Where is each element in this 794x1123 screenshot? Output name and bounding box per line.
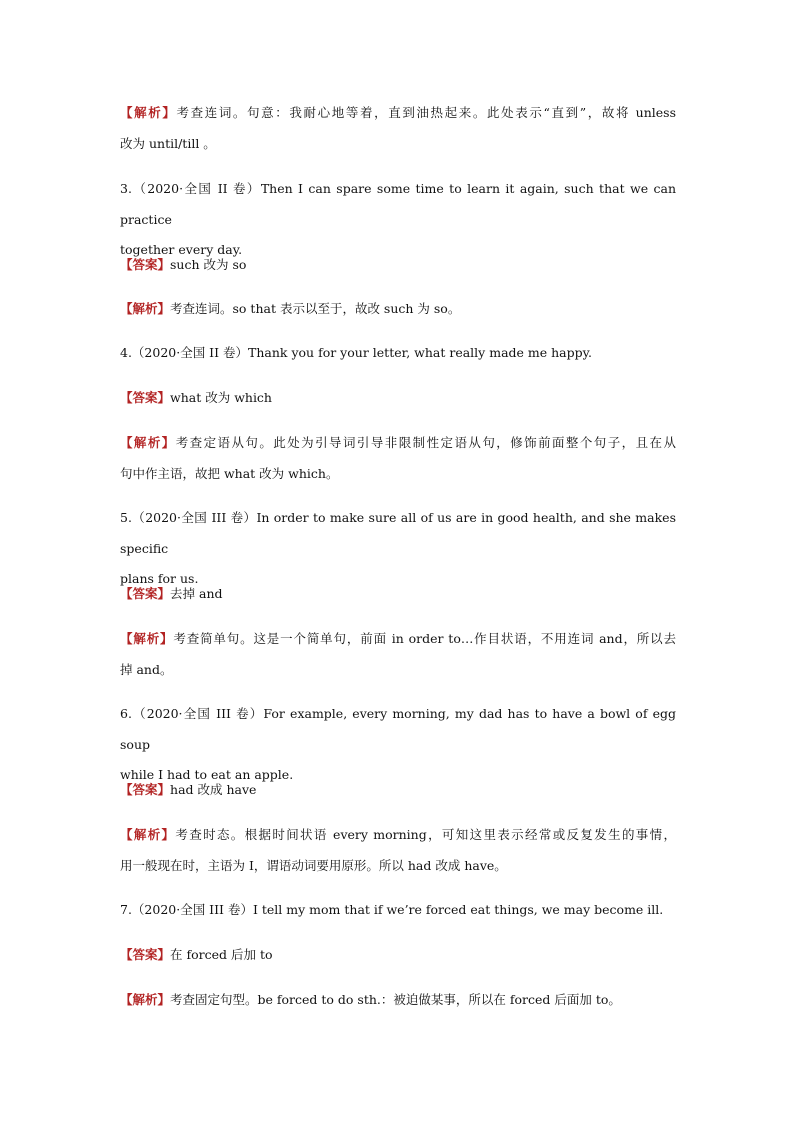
analysis-label: 【解析】 xyxy=(120,435,176,450)
answer-text: what 改为 which xyxy=(170,390,272,405)
answer-6 xyxy=(120,775,676,806)
analysis-label: 【解析】 xyxy=(120,631,174,646)
question-text: together every day. xyxy=(120,242,243,257)
question-7 xyxy=(120,895,676,926)
question-text: plans for us. xyxy=(120,571,199,586)
analysis-paragraph xyxy=(120,98,676,159)
analysis-7 xyxy=(120,985,676,1016)
answer-label: 【答案】 xyxy=(120,947,171,962)
analysis-text: 考查定语从句。此处为引导词引导非限制性定语从句，修饰前面整个句子，且在从 xyxy=(175,435,676,450)
question-text: 3.（2020·全国 II 卷）Then I can spare some time to learn it again, such that we can practice xyxy=(120,181,676,227)
analysis-label: 【解析】 xyxy=(120,992,171,1007)
answer-7 xyxy=(120,940,676,971)
question-text: while I had to eat an apple. xyxy=(120,767,294,782)
answer-label: 【答案】 xyxy=(120,257,171,272)
question-text: 5.（2020·全国 III 卷）In order to make sure all of us are in good health, and she makes specific xyxy=(120,510,676,556)
analysis-text: 用一般现在时，主语为 I，谓语动词要用原形。所以 had 改成 have。 xyxy=(120,857,507,873)
answer-label: 【答案】 xyxy=(120,390,171,405)
analysis-text: 掉 and。 xyxy=(120,661,173,677)
analysis-label: 【解析】 xyxy=(120,827,176,842)
answer-text: had 改成 have xyxy=(170,782,257,797)
analysis-text: 考查简单句。这是一个简单句，前面 in order to…作目状语，不用连词 and，所以去 xyxy=(173,631,676,646)
question-4 xyxy=(120,338,676,369)
analysis-6 xyxy=(120,820,676,881)
answer-4 xyxy=(120,383,676,414)
analysis-text: 考查连词。so that 表示以至于，故改 such 为 so。 xyxy=(170,301,461,316)
analysis-text: 句中作主语，故把 what 改为 which。 xyxy=(120,465,339,481)
analysis-5 xyxy=(120,624,676,685)
analysis-label: 【解析】 xyxy=(120,301,171,316)
analysis-label: 【解析】 xyxy=(120,105,177,120)
answer-label: 【答案】 xyxy=(120,782,171,797)
answer-label: 【答案】 xyxy=(120,586,171,601)
analysis-4 xyxy=(120,428,676,489)
answer-text: 去掉 and xyxy=(170,586,223,601)
analysis-text: 考查时态。根据时间状语 every morning，可知这里表示经常或反复发生的事情， xyxy=(175,827,676,842)
answer-text: 在 forced 后加 to xyxy=(170,947,273,962)
answer-3 xyxy=(120,250,676,281)
answer-5 xyxy=(120,579,676,610)
question-text: 6.（2020·全国 III 卷）For example, every morning, my dad has to have a bowl of egg soup xyxy=(120,706,676,752)
answer-text: such 改为 so xyxy=(170,257,247,272)
analysis-3 xyxy=(120,294,676,325)
analysis-text: 考查固定句型。be forced to do sth.：被迫做某事，所以在 forced 后面加 to。 xyxy=(170,992,621,1007)
question-text: 4.（2020·全国 II 卷）Thank you for your letter, what really made me happy. xyxy=(120,345,592,360)
question-text: 7.（2020·全国 III 卷）I tell my mom that if we’re forced eat things, we may become ill. xyxy=(120,902,664,917)
analysis-text: 改为 until/till 。 xyxy=(120,135,216,151)
analysis-text: 考查连词。句意：我耐心地等着，直到油热起来。此处表示“直到”，故将 unless xyxy=(176,105,676,120)
